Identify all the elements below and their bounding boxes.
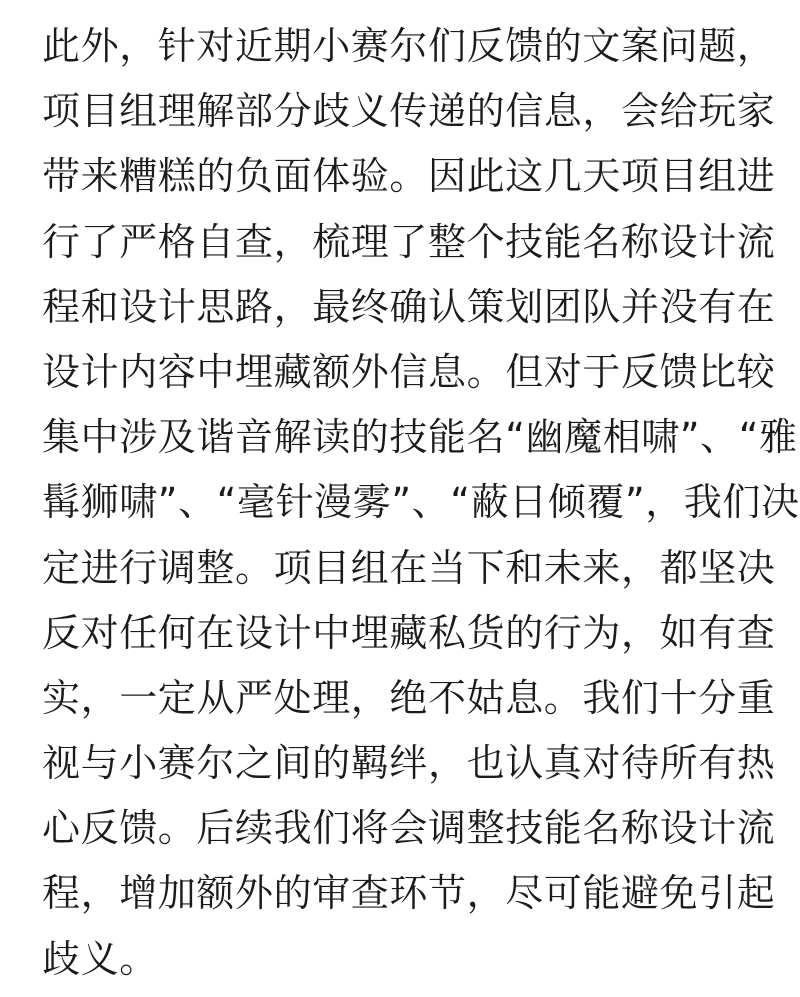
text-line: 反对任何在设计中埋藏私货的行为，如有查	[42, 610, 776, 655]
text-line: 视与小赛尔之间的羁绊，也认真对待所有热	[42, 741, 776, 786]
text-line: 程，增加额外的审查环节，尽可能避免引起	[42, 871, 776, 916]
text-line: 此外，针对近期小赛尔们反馈的文案问题，	[42, 24, 776, 68]
text-line: 定进行调整。项目组在当下和未来，都坚决	[42, 545, 776, 590]
text-line: 设计内容中埋藏额外信息。但对于反馈比较	[42, 349, 776, 394]
article-text	[42, 14, 800, 992]
text-line: 带来糟糕的负面体验。因此这几天项目组进	[42, 154, 776, 199]
text-line: 集中涉及谐音解读的技能名“幽魔相啸”、“雅	[42, 415, 798, 460]
text-line: 歧义。	[42, 936, 158, 981]
text-line: 髯狮啸”、“毫针漫雾”、“蔽日倾覆”，我们决	[42, 480, 800, 525]
text-line: 项目组理解部分歧义传递的信息，会给玩家	[42, 89, 776, 134]
text-line: 心反馈。后续我们将会调整技能名称设计流	[42, 806, 776, 851]
text-line: 行了严格自查，梳理了整个技能名称设计流	[42, 219, 776, 264]
text-line: 程和设计思路，最终确认策划团队并没有在	[42, 284, 776, 329]
text-line: 实，一定从严处理，绝不姑息。我们十分重	[42, 675, 776, 720]
